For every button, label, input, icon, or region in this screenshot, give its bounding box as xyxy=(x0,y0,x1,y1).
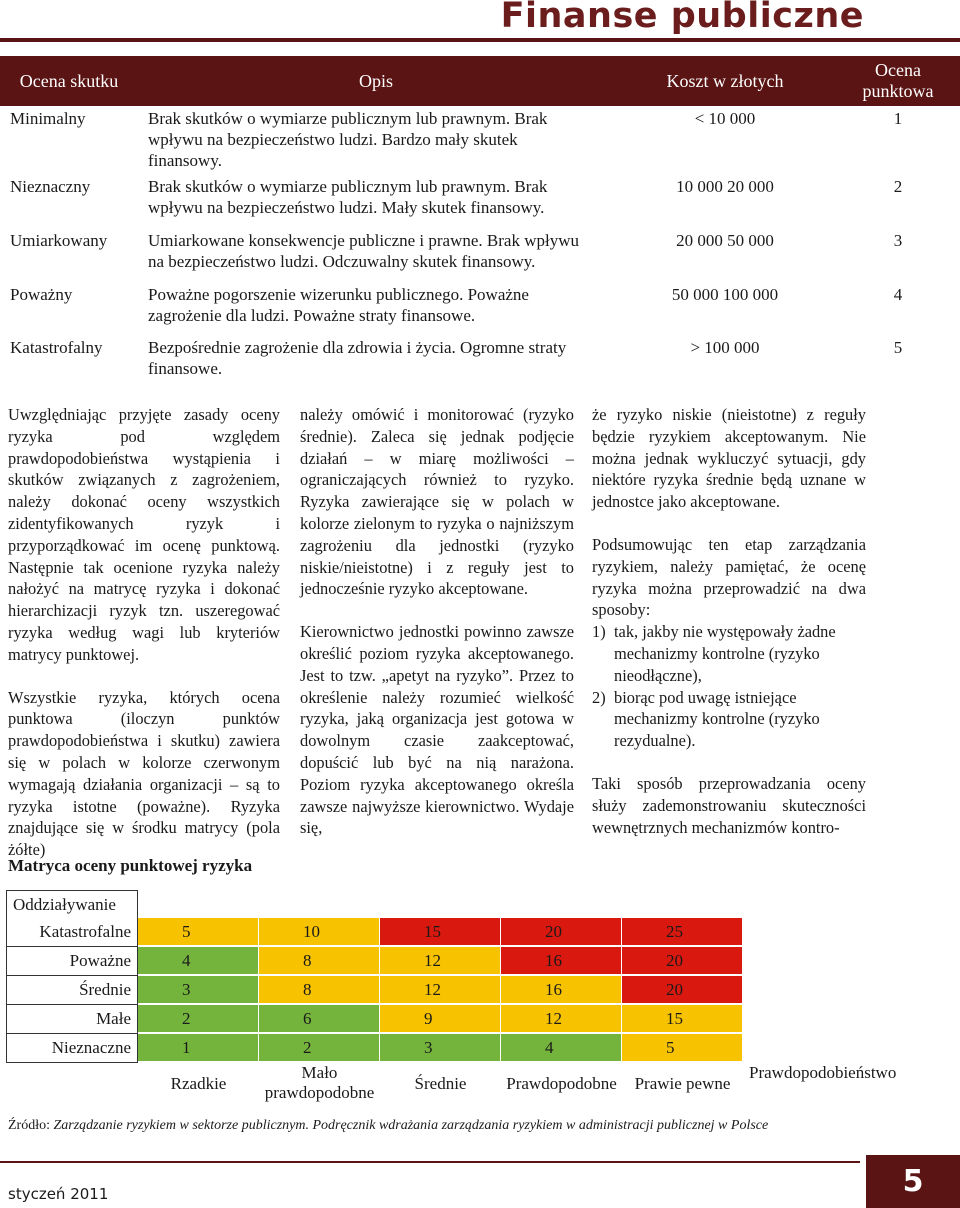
impact-cost: 20 000 50 000 xyxy=(676,231,774,250)
impact-assessment-table xyxy=(0,56,960,389)
impact-level: Poważny xyxy=(10,285,73,304)
impact-description: Bezpośrednie zagrożenie dla zdrowia i życia. Ogromne straty finansowe. xyxy=(148,338,567,378)
matrix-row xyxy=(6,1034,743,1063)
list-item-text: biorąc pod uwagę istniejące mechanizmy kontrolne (ryzyko rezydualne). xyxy=(614,687,820,751)
matrix-cell: 20 xyxy=(622,976,743,1004)
matrix-cell: 16 xyxy=(501,947,622,975)
matrix-cell: 5 xyxy=(138,918,259,946)
impact-points: 5 xyxy=(893,338,903,357)
body-paragraph: Wszystkie ryzyka, których ocena punktowa (iloczyn punktów prawdopodobieństwa i skutku) zawiera się w polach w kolorze czerwonym wymagają działania organizacji – są to ryzyka istotne (poważne). Ryzyka znajdujące się w środku matrycy (pola żółte) xyxy=(8,687,280,860)
list-item xyxy=(592,621,866,686)
matrix-cell: 15 xyxy=(380,918,501,946)
list-item-number: 2) xyxy=(592,687,606,707)
matrix-row xyxy=(6,976,743,1005)
matrix-cell: 1 xyxy=(138,1034,259,1062)
matrix-row xyxy=(6,1005,743,1034)
risk-matrix xyxy=(0,886,960,1116)
text-column-2 xyxy=(300,404,574,860)
matrix-cell: 2 xyxy=(138,1005,259,1033)
matrix-column-label: Średnie xyxy=(414,1074,467,1093)
table-row xyxy=(0,335,960,389)
impact-cost: 10 000 20 000 xyxy=(676,177,774,196)
text-column-3 xyxy=(592,404,866,859)
impact-description: Brak skutków o wymiarze publicznym lub prawnym. Brak wpływu na bezpieczeństwo ludzi. Bardzo mały skutek finansowy. xyxy=(148,109,548,170)
impact-description: Umiarkowane konsekwencje publiczne i prawne. Brak wpływu na bezpieczeństwo ludzi. Odczuwalny skutek finansowy. xyxy=(148,231,580,271)
matrix-cell: 6 xyxy=(259,1005,380,1033)
table-row xyxy=(0,282,960,335)
source-note xyxy=(8,1118,768,1134)
impact-description: Brak skutków o wymiarze publicznym lub prawnym. Brak wpływu na bezpieczeństwo ludzi. Mały skutek finansowy. xyxy=(148,177,548,217)
impact-level: Nieznaczny xyxy=(10,177,91,196)
matrix-x-axis-label: Prawdopodobieństwo xyxy=(749,1063,897,1082)
matrix-row xyxy=(6,947,743,976)
table-row xyxy=(0,106,960,174)
matrix-cell: 8 xyxy=(259,976,380,1004)
matrix-cell: 20 xyxy=(622,947,743,975)
matrix-row-label: Nieznaczne xyxy=(6,1034,138,1063)
matrix-cell: 3 xyxy=(380,1034,501,1062)
matrix-cell: 15 xyxy=(622,1005,743,1033)
impact-points: 3 xyxy=(893,231,903,250)
impact-cost: 50 000 100 000 xyxy=(671,285,779,304)
matrix-cell: 2 xyxy=(259,1034,380,1062)
column-header-description: Opis xyxy=(138,56,614,106)
list-item xyxy=(592,687,866,752)
matrix-cell: 4 xyxy=(501,1034,622,1062)
body-paragraph: Uwzględniając przyjęte zasady oceny ryzyka pod względem prawdopodobieństwa wystąpienia i skutków związanych z zagrożeniem, należy dokonać oceny wszystkich zidentyfikowanych ryzyk i przyporządkować im ocenę punktową. Następnie tak ocenione ryzyka należy nałożyć na matrycę ryzyka i dokonać hierarchizacji ryzyk tzn. uszeregować ryzyka według wagi lub kryteriów matrycy punktowej. xyxy=(8,405,280,664)
matrix-column-label: Prawdopodobne xyxy=(506,1074,617,1093)
body-paragraph: że ryzyko niskie (nieistotne) z reguły będzie ryzykiem akceptowanym. Nie można jednak wykluczyć sytuacji, gdy niektóre ryzyka średnie będą uznane w jednostce jako akceptowane. xyxy=(592,405,866,512)
matrix-cell: 3 xyxy=(138,976,259,1004)
source-text: Zarządzanie ryzykiem w sektorze publicznym. Podręcznik wdrażania zarządzania ryzykiem w administracji publicznej w Polsce xyxy=(53,1118,769,1133)
matrix-cell: 9 xyxy=(380,1005,501,1033)
matrix-cell: 20 xyxy=(501,918,622,946)
matrix-y-axis-label: Oddziaływanie xyxy=(6,890,138,918)
matrix-column-label: Mało prawdopodobne xyxy=(264,1063,375,1102)
impact-points: 1 xyxy=(893,109,903,128)
table-row xyxy=(0,174,960,228)
impact-points: 4 xyxy=(893,285,903,304)
list-item-text: tak, jakby nie występowały żadne mechanizmy kontrolne (ryzyko nieodłączne), xyxy=(614,622,836,685)
matrix-cell: 8 xyxy=(259,947,380,975)
matrix-cell: 5 xyxy=(622,1034,743,1062)
matrix-row-label: Małe xyxy=(6,1005,138,1034)
body-paragraph: Kierownictwo jednostki powinno zawsze określić poziom ryzyka akceptowanego. Jest to tzw. „apetyt na ryzyko”. Przez to określenie należy rozumieć wielkość ryzyka, jaką organizacja jest gotowa w dowolnym czasie zaakceptować, dopuścić lub być na nią narażona. Poziom ryzyka akceptowanego określa zawsze najwyższe kierownictwo. Wydaje się, xyxy=(300,622,574,838)
matrix-row-label: Katastrofalne xyxy=(6,918,138,947)
table-header-row xyxy=(0,56,960,106)
column-header-points: Ocena punktowa xyxy=(836,56,960,106)
impact-level: Katastrofalny xyxy=(10,338,103,357)
column-header-cost: Koszt w złotych xyxy=(614,56,836,106)
matrix-cell: 4 xyxy=(138,947,259,975)
matrix-cell: 12 xyxy=(380,947,501,975)
matrix-cell: 10 xyxy=(259,918,380,946)
column-header-level: Ocena skutku xyxy=(0,56,138,106)
section-title: Finanse publiczne xyxy=(500,0,864,36)
body-paragraph: należy omówić i monitorować (ryzyko średnie). Zaleca się jednak podjęcie działań – w miarę możliwości – ograniczających również to ryzyko. Ryzyka zawierające się w polach w kolorze zielonym to ryzyka o najniższym zagrożeniu dla jednostki (ryzyko niskie/nieistotne) i z reguły jest to jednocześnie ryzyko akceptowane. xyxy=(300,405,574,599)
impact-description: Poważne pogorszenie wizerunku publicznego. Poważne zagrożenie dla ludzi. Poważne straty finansowe. xyxy=(148,285,529,325)
matrix-column-label: Prawie pewne xyxy=(634,1074,731,1093)
text-column-1 xyxy=(8,404,280,882)
body-paragraph: Taki sposób przeprowadzania oceny służy zademonstrowaniu skuteczności wewnętrznych mechanizmów kontro- xyxy=(592,773,866,837)
list-item-number: 1) xyxy=(592,622,606,642)
matrix-row-label: Średnie xyxy=(6,976,138,1005)
impact-level: Minimalny xyxy=(10,109,86,128)
matrix-cell: 25 xyxy=(622,918,743,946)
source-lead: Źródło: xyxy=(8,1118,50,1133)
impact-points: 2 xyxy=(893,177,903,196)
issue-date: styczeń 2011 xyxy=(8,1185,109,1203)
table-row xyxy=(0,228,960,282)
matrix-column-label: Rzadkie xyxy=(170,1074,227,1093)
matrix-cell: 12 xyxy=(380,976,501,1004)
matrix-column-labels xyxy=(138,1063,897,1103)
matrix-row-label: Poważne xyxy=(6,947,138,976)
matrix-title: Matryca oceny punktowej ryzyka xyxy=(8,856,253,875)
impact-cost: > 100 000 xyxy=(690,338,760,357)
matrix-cell: 12 xyxy=(501,1005,622,1033)
assessment-methods-list xyxy=(592,621,866,752)
impact-cost: < 10 000 xyxy=(694,109,756,128)
page-number: 5 xyxy=(866,1155,960,1208)
footer-rule xyxy=(0,1161,860,1163)
header-rule xyxy=(0,38,960,42)
body-paragraph: Podsumowując ten etap zarządzania ryzykiem, należy pamiętać, że ocenę ryzyka można przeprowadzić na dwa sposoby: xyxy=(592,534,866,620)
matrix-cell: 16 xyxy=(501,976,622,1004)
matrix-row xyxy=(6,918,743,947)
impact-level: Umiarkowany xyxy=(10,231,108,250)
